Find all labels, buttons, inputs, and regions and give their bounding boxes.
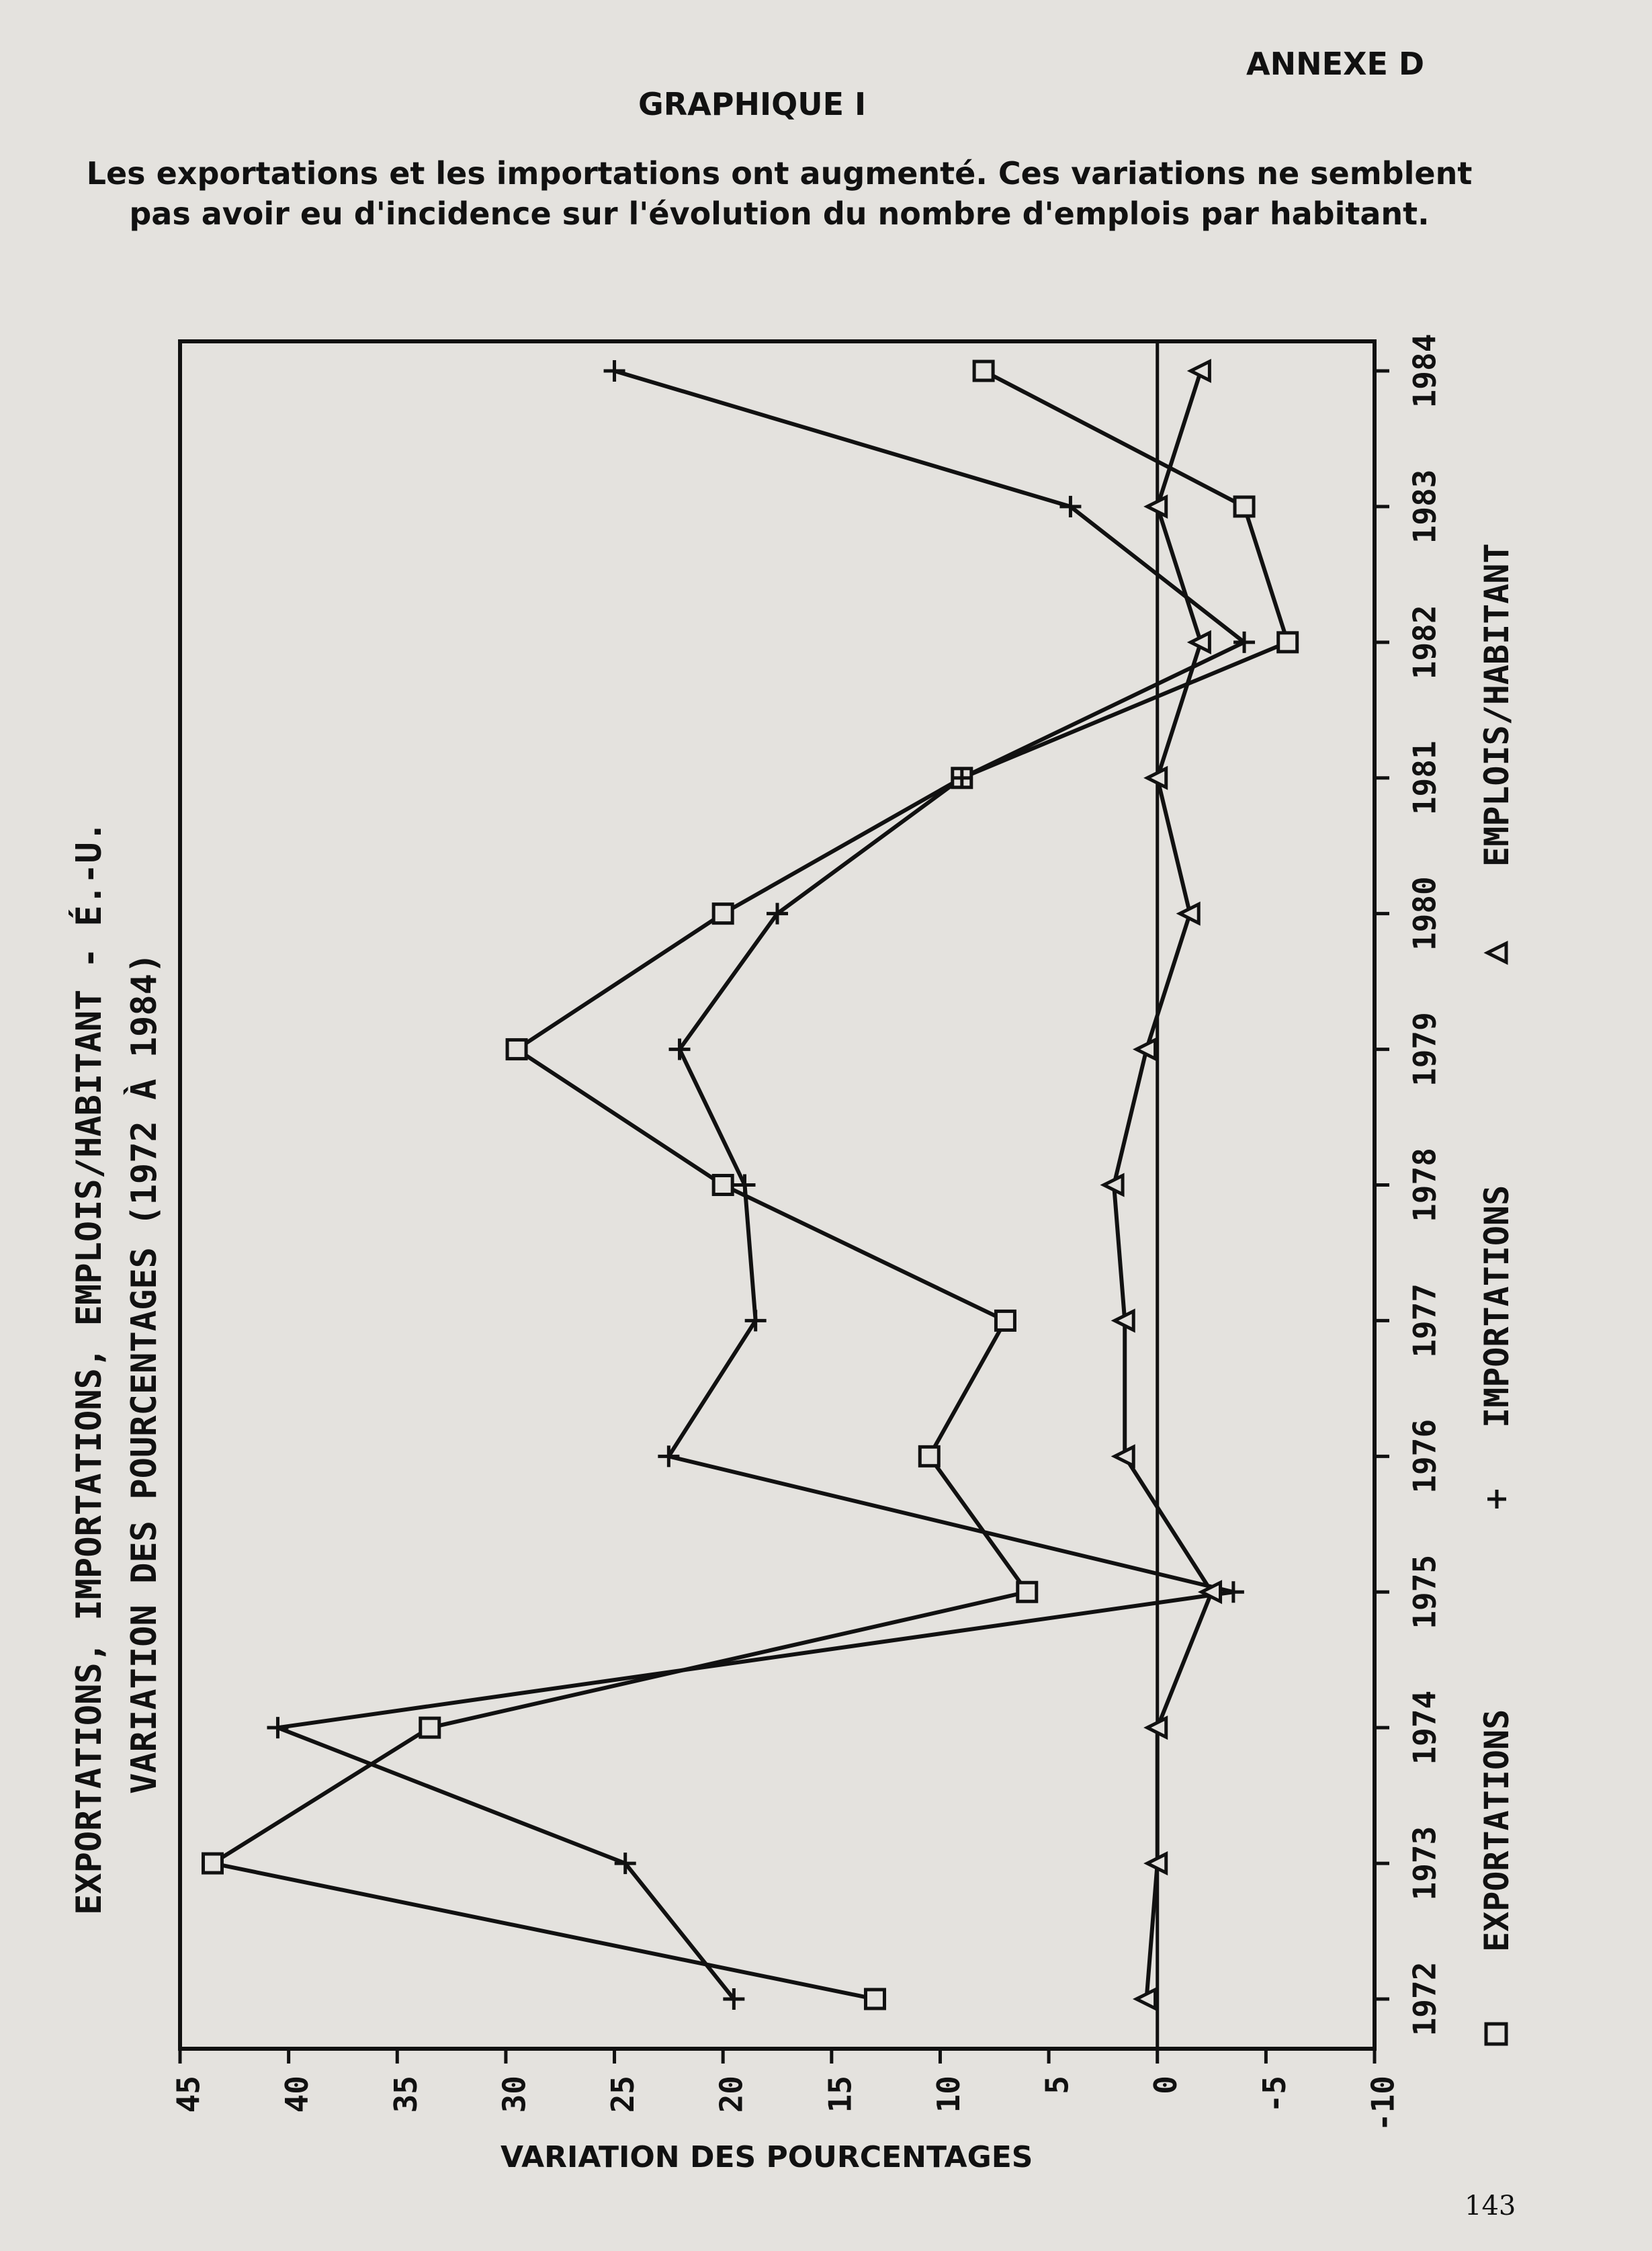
- annexe-label: ANNEXE D: [1246, 46, 1425, 82]
- year-label: 1980: [1406, 876, 1443, 951]
- year-label: 1979: [1406, 1012, 1443, 1087]
- x-tick-label: 35: [387, 2076, 424, 2113]
- exportations-point: [1018, 1582, 1037, 1601]
- chart-title: EXPORTATIONS, IMPORTATIONS, EMPLOIS/HABITANT - É.-U.: [69, 821, 110, 1915]
- year-label: 1973: [1406, 1826, 1443, 1901]
- year-label: 1978: [1406, 1148, 1443, 1222]
- plot-frame: [180, 341, 1375, 2049]
- exportations-point: [996, 1311, 1014, 1330]
- importations-point: [658, 1445, 679, 1467]
- chart-subtitle: VARIATION DES POURCENTAGES (1972 À 1984): [124, 952, 165, 1794]
- x-tick-label: 30: [496, 2076, 533, 2113]
- exportations-point: [421, 1718, 439, 1737]
- year-label: 1982: [1406, 605, 1443, 680]
- x-tick-label: -10: [1364, 2076, 1401, 2132]
- legend-emplois: EMPLOIS/HABITANT: [1477, 543, 1516, 867]
- series-importations-line: [277, 371, 1244, 1999]
- year-label: 1974: [1406, 1690, 1443, 1765]
- year-label: 1976: [1406, 1418, 1443, 1494]
- legend-emplois-marker: [1487, 943, 1506, 962]
- importations-point: [267, 1717, 288, 1738]
- x-tick-label: 25: [605, 2076, 642, 2113]
- year-label: 1972: [1406, 1961, 1443, 2037]
- x-tick-label: 40: [279, 2076, 316, 2113]
- exportations-point: [713, 1176, 732, 1195]
- legend-importations: IMPORTATIONS: [1477, 1185, 1516, 1428]
- importations-point: [745, 1310, 767, 1331]
- exportations-point: [865, 1990, 884, 2008]
- x-tick-label: 45: [170, 2076, 207, 2113]
- year-label: 1983: [1406, 469, 1443, 544]
- x-tick-label: 5: [1039, 2076, 1076, 2094]
- x-axis-label: VARIATION DES POURCENTAGES: [501, 2140, 1033, 2174]
- legend-importations-marker: [1487, 1490, 1506, 1509]
- graph-label: GRAPHIQUE I: [638, 86, 867, 122]
- importations-point: [1223, 1581, 1244, 1603]
- legend: [1477, 543, 1516, 2044]
- page-subtitle: Les exportations et les importations ont augmenté. Ces variations ne semblent pas avoir eu d'incidence sur l'évolution du nombre d'emplois par habitant.: [86, 155, 1473, 232]
- x-tick-label: 20: [713, 2076, 750, 2113]
- exportations-point: [1235, 497, 1254, 516]
- x-tick-label: 15: [822, 2076, 859, 2113]
- page-number: 143: [1465, 2191, 1516, 2221]
- legend-exportations: EXPORTATIONS: [1477, 1709, 1516, 1952]
- series-emplois-line: [1114, 371, 1211, 1999]
- exportations-point: [1278, 633, 1297, 652]
- year-label: 1981: [1406, 740, 1443, 816]
- year-label: 1975: [1406, 1554, 1443, 1629]
- exportations-point: [920, 1447, 939, 1466]
- exportations-point: [974, 362, 993, 380]
- year-label: 1977: [1406, 1283, 1443, 1358]
- x-tick-label: 0: [1147, 2076, 1184, 2094]
- exportations-point: [713, 904, 732, 923]
- exportations-point: [203, 1854, 222, 1873]
- importations-point: [604, 360, 625, 382]
- exportations-point: [507, 1040, 526, 1059]
- legend-exportations-marker: [1486, 2024, 1506, 2044]
- x-tick-label: 10: [930, 2076, 967, 2113]
- x-tick-label: -5: [1256, 2076, 1293, 2113]
- year-label: 1984: [1406, 333, 1443, 409]
